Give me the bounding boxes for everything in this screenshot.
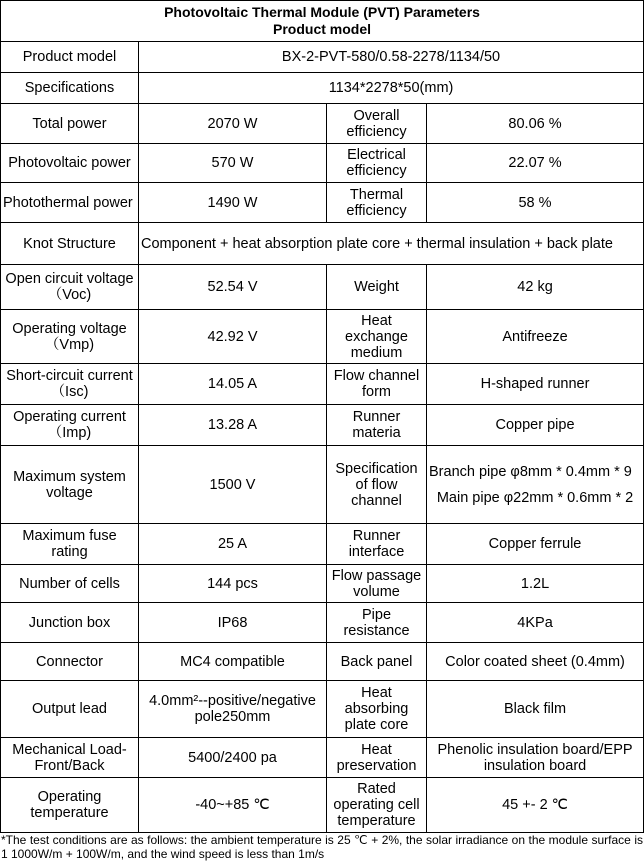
table-row xyxy=(1,310,644,364)
value-cell: Copper ferrule xyxy=(427,524,644,565)
value-cell: 13.28 A xyxy=(139,405,327,446)
table-row xyxy=(1,265,644,310)
value-cell: Color coated sheet (0.4mm) xyxy=(427,643,644,681)
label-cell: Knot Structure xyxy=(1,223,139,265)
value-cell: 80.06 % xyxy=(427,104,644,144)
value-cell: -40~+85 ℃ xyxy=(139,778,327,833)
label-cell: Photothermal power xyxy=(1,183,139,223)
table-row xyxy=(1,364,644,405)
label-cell: Maximum system voltage xyxy=(1,446,139,524)
value-cell: 4.0mm²--positive/negative pole250mm xyxy=(139,681,327,738)
label-cell: Total power xyxy=(1,104,139,144)
table-row xyxy=(1,223,644,265)
value-cell: 1134*2278*50(mm) xyxy=(139,73,644,104)
table-row xyxy=(1,104,644,144)
value-cell: 1500 V xyxy=(139,446,327,524)
value-cell: 58 % xyxy=(427,183,644,223)
label-cell: Thermal efficiency xyxy=(327,183,427,223)
value-cell: 42.92 V xyxy=(139,310,327,364)
value-cell: 144 pcs xyxy=(139,565,327,603)
table-row xyxy=(1,144,644,183)
value-cell: BX-2-PVT-580/0.58-2278/1134/50 xyxy=(139,42,644,73)
label-cell: Runner interface xyxy=(327,524,427,565)
label-cell: Operating temperature xyxy=(1,778,139,833)
table-title xyxy=(1,1,644,42)
value-cell: IP68 xyxy=(139,603,327,643)
label-cell: Rated operating cell temperature xyxy=(327,778,427,833)
label-cell: Specification of flow channel xyxy=(327,446,427,524)
title-line-2: Product model xyxy=(273,21,372,37)
value-cell: 45 +- 2 ℃ xyxy=(427,778,644,833)
value-cell: 22.07 % xyxy=(427,144,644,183)
label-cell: Product model xyxy=(1,42,139,73)
table-title-row xyxy=(1,1,644,42)
label-cell: Open circuit voltage（Voc) xyxy=(1,265,139,310)
label-cell: Back panel xyxy=(327,643,427,681)
value-cell: 52.54 V xyxy=(139,265,327,310)
table-row xyxy=(1,405,644,446)
value-cell: H-shaped runner xyxy=(427,364,644,405)
table-row xyxy=(1,73,644,104)
value-cell xyxy=(427,446,644,524)
label-cell: Pipe resistance xyxy=(327,603,427,643)
label-cell: Electrical efficiency xyxy=(327,144,427,183)
label-cell: Number of cells xyxy=(1,565,139,603)
table-row xyxy=(1,681,644,738)
label-cell: Junction box xyxy=(1,603,139,643)
label-cell: Output lead xyxy=(1,681,139,738)
label-cell: Heat exchange medium xyxy=(327,310,427,364)
table-row xyxy=(1,738,644,778)
label-cell: Mechanical Load-Front/Back xyxy=(1,738,139,778)
table-row xyxy=(1,778,644,833)
table-row xyxy=(1,42,644,73)
label-cell: Photovoltaic power xyxy=(1,144,139,183)
value-cell: 4KPa xyxy=(427,603,644,643)
value-cell: 5400/2400 pa xyxy=(139,738,327,778)
table-row xyxy=(1,603,644,643)
table-row xyxy=(1,446,644,524)
footnote: *The test conditions are as follows: the ambient temperature is 25 ℃ + 2%, the solar irradiance on the module surface is 1 1000W/m + 100W/m, and the wind speed is less than 1m/s xyxy=(1,833,643,861)
value-cell: 1490 W xyxy=(139,183,327,223)
label-cell: Maximum fuse rating xyxy=(1,524,139,565)
value-cell: Component + heat absorption plate core + thermal insulation + back plate xyxy=(139,223,644,265)
label-cell: Runner materia xyxy=(327,405,427,446)
label-cell: Connector xyxy=(1,643,139,681)
label-cell: Heat preservation xyxy=(327,738,427,778)
label-cell: Flow passage volume xyxy=(327,565,427,603)
value-cell: 2070 W xyxy=(139,104,327,144)
label-cell: Operating voltage（Vmp) xyxy=(1,310,139,364)
value-cell: MC4 compatible xyxy=(139,643,327,681)
label-cell: Short-circuit current（Isc) xyxy=(1,364,139,405)
label-cell: Specifications xyxy=(1,73,139,104)
table-row xyxy=(1,524,644,565)
label-cell: Heat absorbing plate core xyxy=(327,681,427,738)
value-cell: Copper pipe xyxy=(427,405,644,446)
main-pipe-spec: Main pipe φ22mm * 0.6mm * 2 xyxy=(436,489,634,506)
table-row xyxy=(1,565,644,603)
label-cell: Flow channel form xyxy=(327,364,427,405)
value-cell: 570 W xyxy=(139,144,327,183)
title-line-1: Photovoltaic Thermal Module (PVT) Parameters xyxy=(164,4,480,20)
value-cell: Antifreeze xyxy=(427,310,644,364)
value-cell: 1.2L xyxy=(427,565,644,603)
value-cell: 25 A xyxy=(139,524,327,565)
value-cell: Phenolic insulation board/EPP insulation board xyxy=(427,738,644,778)
value-cell: Black film xyxy=(427,681,644,738)
value-cell: 42 kg xyxy=(427,265,644,310)
table-row xyxy=(1,643,644,681)
branch-pipe-spec: Branch pipe φ8mm * 0.4mm * 9 xyxy=(429,463,632,480)
table-row xyxy=(1,183,644,223)
label-cell: Weight xyxy=(327,265,427,310)
label-cell: Operating current（Imp) xyxy=(1,405,139,446)
value-cell: 14.05 A xyxy=(139,364,327,405)
label-cell: Overall efficiency xyxy=(327,104,427,144)
